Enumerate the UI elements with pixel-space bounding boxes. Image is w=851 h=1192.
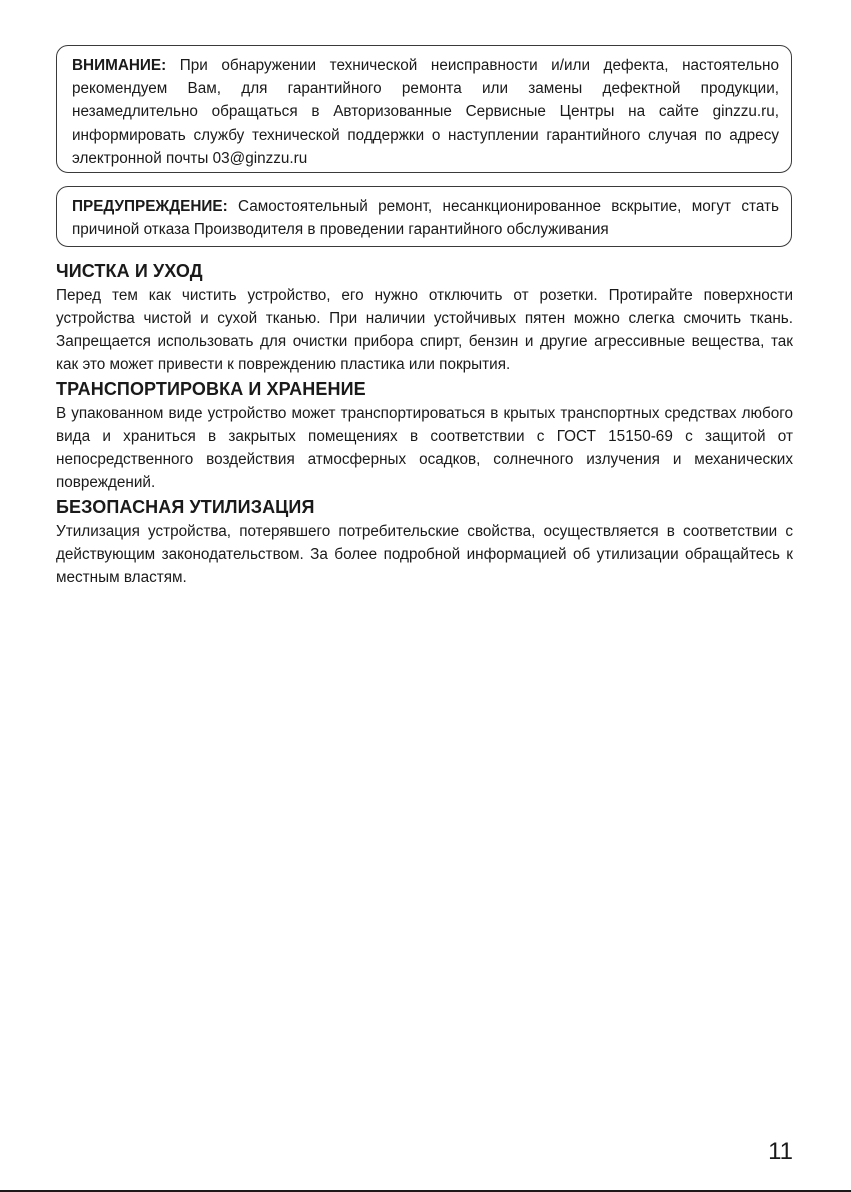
warning-label: ПРЕДУПРЕЖДЕНИЕ: [72,198,228,215]
warning-notice-box [56,186,792,247]
section-body-transport: В упакованном виде устройство может транспортироваться в крытых транспортных средствах любого вида и храниться в закрытых помещениях в соответствии с ГОСТ 15150-69 с защитой от непосредственного воздействия атмосферных осадков, солнечного излучения и механических повреждений. [56,405,793,491]
attention-notice-box [56,45,792,173]
section-title-cleaning: ЧИСТКА И УХОД [56,261,203,281]
section-title-disposal: БЕЗОПАСНАЯ УТИЛИЗАЦИЯ [56,497,315,517]
attention-label: ВНИМАНИЕ: [72,57,167,74]
section-transport [56,376,793,494]
section-title-transport: ТРАНСПОРТИРОВКА И ХРАНЕНИЕ [56,379,366,399]
section-cleaning [56,258,793,376]
attention-text: При обнаружении технической неисправности и/или дефекта, настоятельно рекомендуем Вам, для гарантийного ремонта или замены дефектной продукции, незамедлительно обращаться в Авторизованные Сервисные Центры на сайте ginzzu.ru, информировать службу технической поддержки о наступлении гарантийного случая по адресу электронной почты 03@ginzzu.ru [72,57,780,167]
main-content [56,258,793,589]
section-body-disposal: Утилизация устройства, потерявшего потребительские свойства, осуществляется в соответствии с действующим законодательством. За более подробной информацией об утилизации обращайтесь к местным властям. [56,523,793,586]
warning-text: Самостоятельный ремонт, несанкционированное вскрытие, могут стать причиной отказа Производителя в проведении гарантийного обслуживания [72,198,779,239]
section-body-cleaning: Перед тем как чистить устройство, его нужно отключить от розетки. Протирайте поверхности устройства чистой и сухой тканью. При наличии устойчивых пятен можно слегка смочить ткань. Запрещается использовать для очистки прибора спирт, бензин и другие агрессивные вещества, так как это может привести к повреждению пластика или покрытия. [56,287,793,373]
page-number: 11 [768,1138,793,1165]
section-disposal [56,494,793,589]
